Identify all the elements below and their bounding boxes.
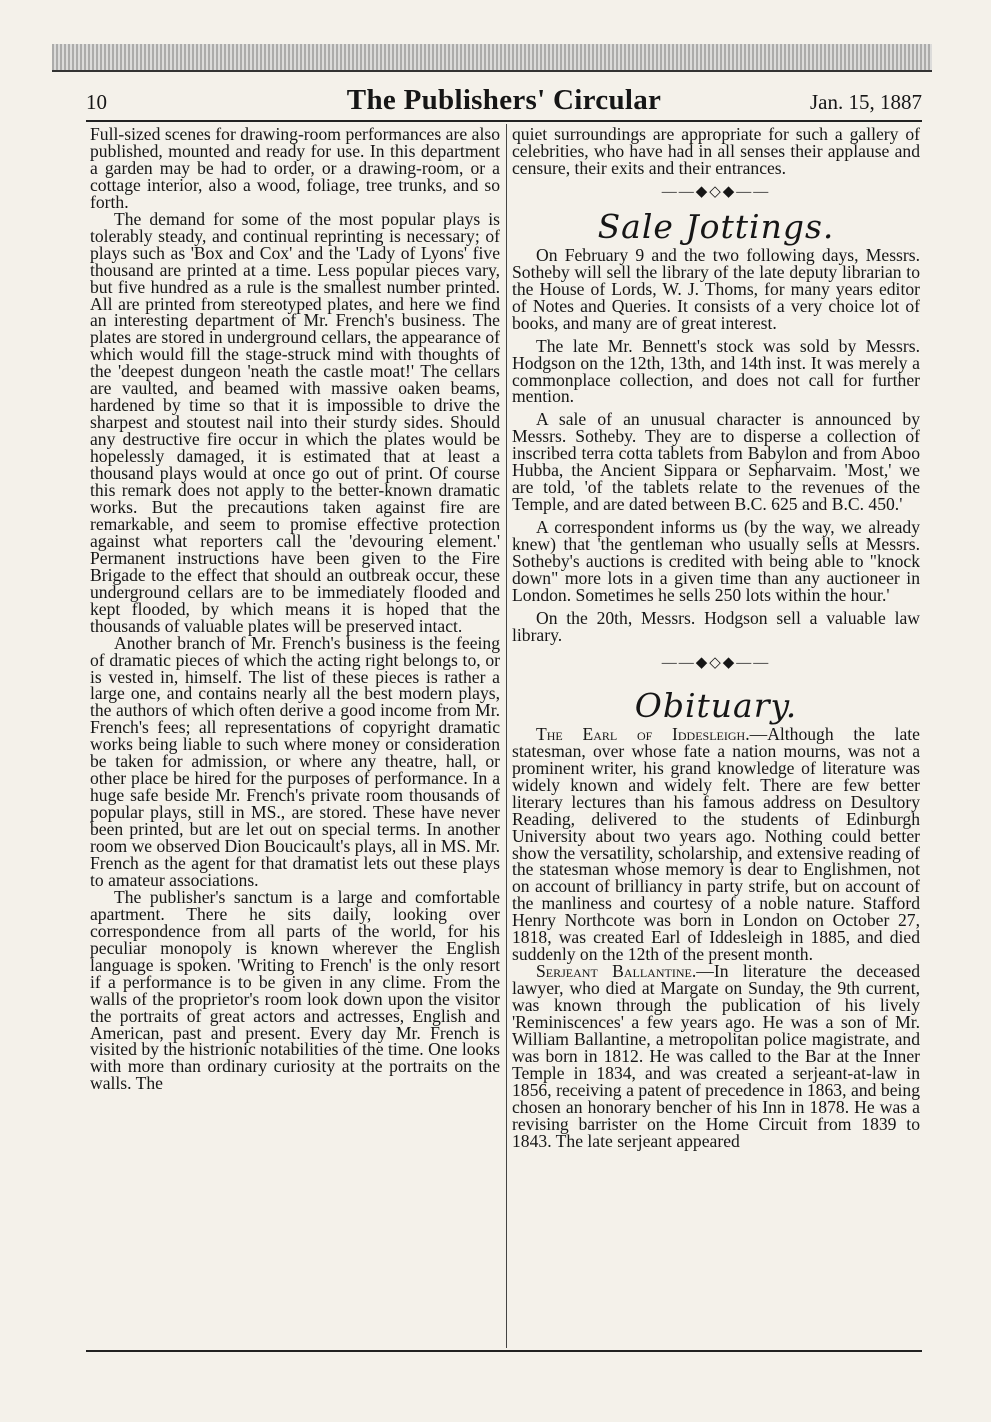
paragraph: On the 20th, Messrs. Hodgson sell a valuable law library. bbox=[512, 607, 920, 645]
ornament-divider: ——◆◇◆—— bbox=[661, 654, 771, 671]
ornament-divider: ——◆◇◆—— bbox=[661, 183, 771, 200]
header-rule bbox=[86, 120, 922, 122]
left-column bbox=[90, 126, 500, 1092]
obituary-name: The Earl of Iddesleigh. bbox=[536, 723, 750, 744]
obituary-entry bbox=[512, 723, 920, 965]
journal-title: The Publishers' Circular bbox=[346, 84, 662, 116]
paragraph: The publisher's sanctum is a large and comfortable apartment. There he sits daily, looking over correspondence from all parts of the world, for his peculiar monopoly is known wherever the English language is spoken. 'Writing to French' is the only resort if a performance is to be given in any clime. From the walls of the proprietor's room look down upon the visitor the portraits of great actors and actresses, English and American, past and present. Every day Mr. French is visited by the histrionic notabilities of the time. One looks with more than ordinary curiosity at the portraits on the walls. The bbox=[90, 886, 500, 1094]
bottom-rule bbox=[86, 1350, 922, 1352]
issue-date: Jan. 15, 1887 bbox=[810, 90, 922, 114]
paragraph: Another branch of Mr. French's business is the feeing of dramatic pieces of which the acting right belongs to, or is vested in, himself. The list of these pieces is rather a large one, and contains nearly all the best modern plays, the authors of which often derive a good income from Mr. French's fees; all representations of copyright dramatic works being liable to such where money or consideration be taken for admission, or where any theatre, hall, or other place be hired for the purposes of performance. In a huge safe beside Mr. French's private room thousands of popular plays, still in MS., are stored. These have never been printed, but are let out on special terms. In another room we observed Dion Boucicault's plays, all in MS. Mr. French as the agent for that dramatist lets out these plays to amateur associations. bbox=[90, 632, 500, 890]
obituary-heading: Obituary. bbox=[634, 685, 798, 725]
paragraph: Full-sized scenes for drawing-room performances are also published, mounted and ready for use. In this department a garden may be had to order, or a drawing-room, or a cottage interior, also a wood, foliage, tree trunks, and so forth. bbox=[90, 124, 500, 212]
obituary-name: Serjeant Ballantine. bbox=[536, 961, 697, 982]
page-header bbox=[86, 84, 922, 120]
top-rule bbox=[52, 70, 932, 72]
paragraph: A sale of an unusual character is announced by Messrs. Sotheby. They are to disperse a collection of inscribed terra cotta tablets from Babylon and from Aboo Hubba, the Ancient Sippara or Sepharvaim. 'Most,' we are told, 'of the tablets relate to the revenues of the Temple, and are dated between B.C. 625 and B.C. 450.' bbox=[512, 409, 920, 515]
obituary-entry bbox=[512, 963, 920, 1149]
paragraph: A correspondent informs us (by the way, we already knew) that 'the gentleman who usually sells at Messrs. Sotheby's auctions is credited with being able to "knock down" more lots in a given time than any auctioneer in London. Sometimes he sells 250 lots within the hour.' bbox=[512, 517, 920, 605]
top-border-band bbox=[52, 44, 932, 70]
obituary-text: —Although the late statesman, over whose fate a nation mourns, was not a prominent writer, his grand knowledge of literature was widely known and widely felt. There are few better literary lectures than his famous address on Desultory Reading, delivered to the students of Edinburgh University about two years ago. Nothing could better show the versatility, scholarship, and extensive reading of the statesman whose memory is dear to Englishmen, not on account of brilliancy in party strife, but on account of the manliness and courtesy of a noble nature. Stafford Henry Northcote was born in London on October 27, 1818, was created Earl of Iddesleigh in 1885, and died suddenly on the 12th of the present month. bbox=[512, 723, 920, 965]
paragraph: The late Mr. Bennett's stock was sold by Messrs. Hodgson on the 12th, 13th, and 14th inst. It was merely a commonplace collection, and does not call for further mention. bbox=[512, 335, 920, 407]
right-column bbox=[512, 126, 920, 1150]
paragraph: On February 9 and the two following days, Messrs. Sotheby will sell the library of the late deputy librarian to the House of Lords, W. J. Thoms, for many years editor of Notes and Queries. It consists of a very choice lot of books, and many are of great interest. bbox=[512, 244, 920, 333]
paragraph: The demand for some of the most popular plays is tolerably steady, and continual reprinting is necessary; of plays such as 'Box and Cox' and the 'Lady of Lyons' five thousand are printed at a time. Less popular pieces vary, but five hundred as a rule is the smallest number printed. All are printed from stereotyped plates, and here we find an interesting department of Mr. French's business. The plates are stored in underground cellars, the appearance of which would fill the stage-struck mind with thoughts of the 'deepest dungeon 'neath the castle moat!' The cellars are vaulted, and beamed with massive oaken beams, hardened by time so that it is impossible to drive the sharpest and stoutest nail into their sturdy sides. Should any destructive fire occur in which the plates would be hopelessly damaged, it is estimated that at least a thousand plays would at once go out of print. Of course this remark does not apply to the better-known dramatic works. But the precautions taken against fire are remarkable, and seem to promise effective protection against what reporters call the 'devouring element.' Permanent instructions have been given to the Fire Brigade to the effect that should an outbreak occur, these underground cellars are to be immediately flooded and kept flooded, by which means it is hoped that the thousands of valuable plates will be preserved intact. bbox=[90, 208, 500, 636]
column-divider bbox=[506, 124, 507, 1348]
sale-jottings-heading: Sale Jottings. bbox=[597, 206, 835, 246]
page-number: 10 bbox=[86, 90, 107, 114]
obituary-text: —In literature the deceased lawyer, who died at Margate on Sunday, the 9th current, was known through the publication of his lively 'Reminiscences' a few years ago. He was a son of Mr. William Ballantine, a metropolitan police magistrate, and was born in 1812. He was called to the Bar at the Inner Temple in 1834, and was created a serjeant-at-law in 1856, receiving a patent of precedence in 1863, and being chosen an honorary bencher of his Inn in 1878. He was a revising barrister on the Home Circuit from 1839 to 1843. The late serjeant appeared bbox=[512, 961, 921, 1151]
continuation-paragraph: quiet surroundings are appropriate for such a gallery of celebrities, who have had in all senses their applause and censure, their exits and their entrances. bbox=[512, 124, 920, 178]
